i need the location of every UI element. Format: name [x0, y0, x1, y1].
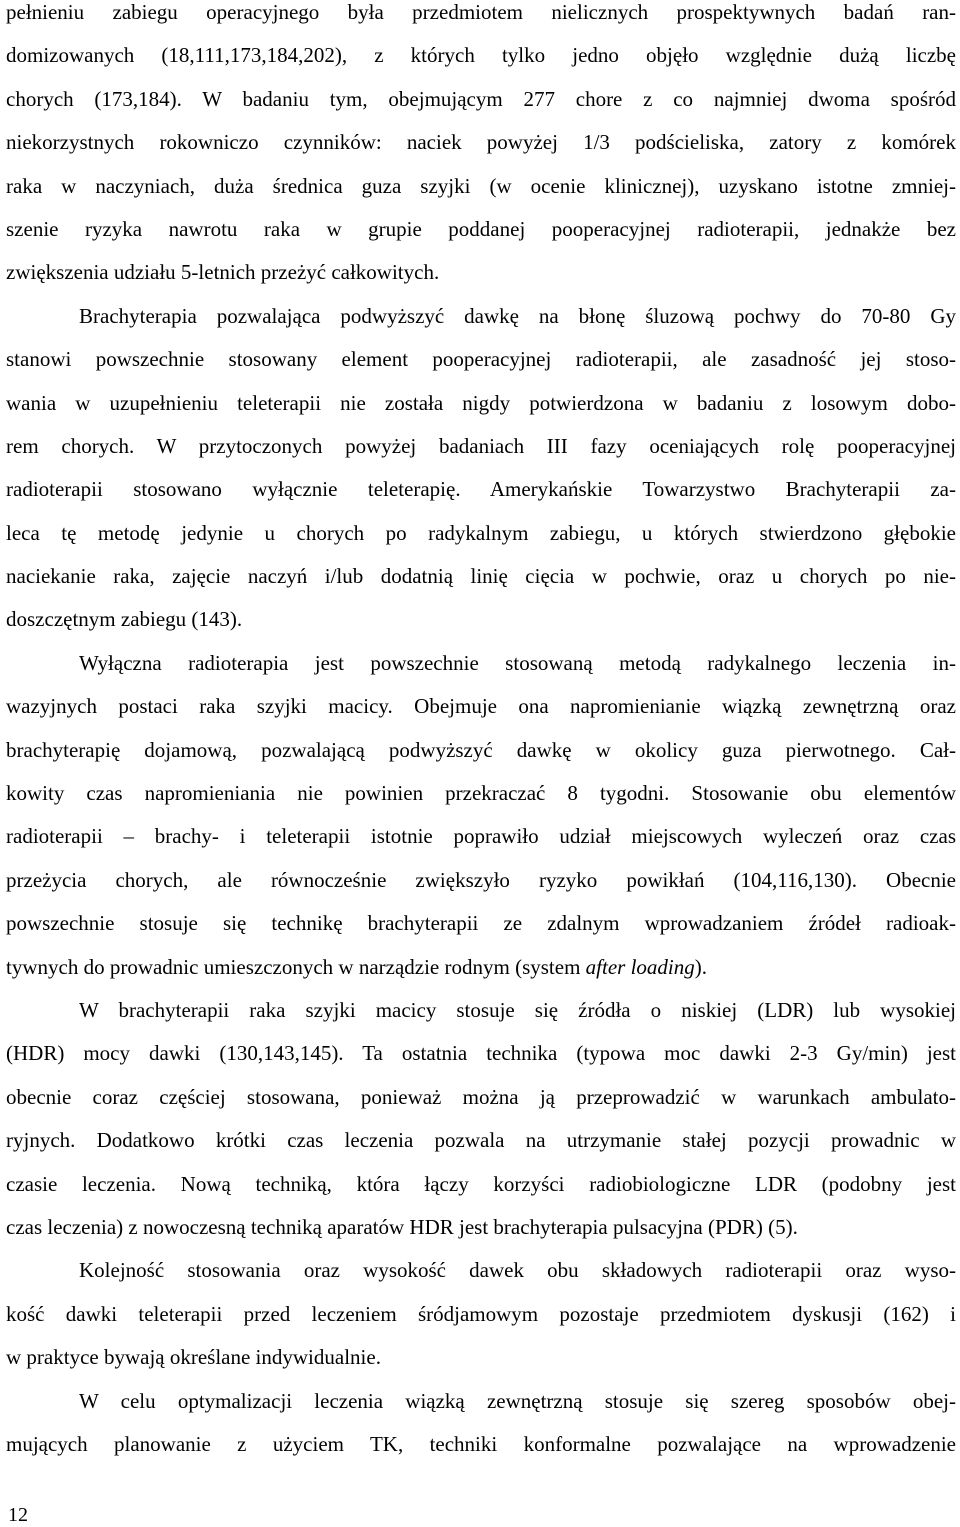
text-line: w praktyce bywają określane indywidualnie. — [6, 1345, 381, 1370]
text-line: (HDR) mocy dawki (130,143,145). Ta ostatnia technika (typowa moc dawki 2-3 Gy/min) jest — [6, 1041, 956, 1066]
text-line: wazyjnych postaci raka szyjki macicy. Obejmuje ona napromienianie wiązką zewnętrzną oraz — [6, 694, 956, 719]
text-line: stanowi powszechnie stosowany element pooperacyjnej radioterapii, ale zasadność jej stoso- — [6, 347, 956, 372]
text-line: radioterapii – brachy- i teleterapii istotnie poprawiło udział miejscowych wyleczeń oraz czas — [6, 824, 956, 849]
text-line: naciekanie raka, zajęcie naczyń i/lub dodatnią linię cięcia w pochwie, oraz u chorych po nie- — [6, 564, 956, 589]
text-line: przeżycia chorych, ale równocześnie zwiększyło ryzyko powikłań (104,116,130). Obecnie — [6, 867, 956, 892]
text-line: radioterapii stosowano wyłącznie teleterapię. Amerykańskie Towarzystwo Brachyterapii za- — [6, 477, 956, 502]
text-line: doszczętnym zabiegu (143). — [6, 607, 243, 632]
text-line: tywnych do prowadnic umieszczonych w narządzie rodnym (system after loading). — [6, 954, 707, 979]
text-line: powszechnie stosuje się technikę brachyterapii ze zdalnym wprowadzaniem źródeł radioak- — [6, 911, 956, 936]
text-line: W celu optymalizacji leczenia wiązką zewnętrzną stosuje się szereg sposobów obej- — [79, 1388, 956, 1413]
text-line: Wyłączna radioterapia jest powszechnie stosowaną metodą radykalnego leczenia in- — [79, 650, 956, 675]
text-line: mujących planowanie z użyciem TK, techniki konformalne pozwalające na wprowadzenie — [6, 1431, 956, 1456]
text-line: niekorzystnych rokowniczo czynników: naciek powyżej 1/3 podścieliska, zatory z komórek — [6, 130, 956, 155]
text-line: czasie leczenia. Nową techniką, która łączy korzyści radiobiologiczne LDR (podobny jest — [6, 1171, 956, 1196]
text-line: czas leczenia) z nowoczesną techniką aparatów HDR jest brachyterapia pulsacyjna (PDR) (5). — [6, 1214, 798, 1239]
text-line: kowity czas napromieniania nie powinien przekraczać 8 tygodni. Stosowanie obu elementów — [6, 781, 956, 806]
text-line: Brachyterapia pozwalająca podwyższyć dawkę na błonę śluzową pochwy do 70-80 Gy — [79, 303, 956, 328]
text-line: brachyterapię dojamową, pozwalającą podwyższyć dawkę w okolicy guza pierwotnego. Cał- — [6, 737, 956, 762]
text-line: chorych (173,184). W badaniu tym, obejmującym 277 chore z co najmniej dwoma spośród — [6, 86, 956, 111]
body-text — [6, 0, 956, 1475]
text-line: leca tę metodę jedynie u chorych po radykalnym zabiegu, u których stwierdzono głębokie — [6, 520, 956, 545]
text-line: kość dawki teleterapii przed leczeniem śródjamowym pozostaje przedmiotem dyskusji (162) i — [6, 1301, 956, 1326]
text-line: raka w naczyniach, duża średnica guza szyjki (w ocenie klinicznej), uzyskano istotne zmniej- — [6, 173, 956, 198]
text-line: Kolejność stosowania oraz wysokość dawek obu składowych radioterapii oraz wyso- — [79, 1258, 956, 1283]
text-line: wania w uzupełnieniu teleterapii nie została nigdy potwierdzona w badaniu z losowym dobo- — [6, 390, 956, 415]
page-number: 12 — [8, 1504, 28, 1526]
text-line: ryjnych. Dodatkowo krótki czas leczenia pozwala na utrzymanie stałej pozycji prowadnic w — [6, 1128, 956, 1153]
text-line: zwiększenia udziału 5-letnich przeżyć całkowitych. — [6, 260, 440, 285]
text-line: rem chorych. W przytoczonych powyżej badaniach III fazy oceniających rolę pooperacyjnej — [6, 433, 956, 458]
text-line: obecnie coraz częściej stosowana, ponieważ można ją przeprowadzić w warunkach ambulato- — [6, 1084, 956, 1109]
text-line: szenie ryzyka nawrotu raka w grupie poddanej pooperacyjnej radioterapii, jednakże bez — [6, 216, 956, 241]
text-line: pełnieniu zabiegu operacyjnego była przedmiotem nielicznych prospektywnych badań ran- — [6, 0, 956, 24]
text-line: domizowanych (18,111,173,184,202), z których tylko jedno objęło względnie dużą liczbę — [6, 43, 956, 68]
text-line: W brachyterapii raka szyjki macicy stosuje się źródła o niskiej (LDR) lub wysokiej — [79, 997, 956, 1022]
